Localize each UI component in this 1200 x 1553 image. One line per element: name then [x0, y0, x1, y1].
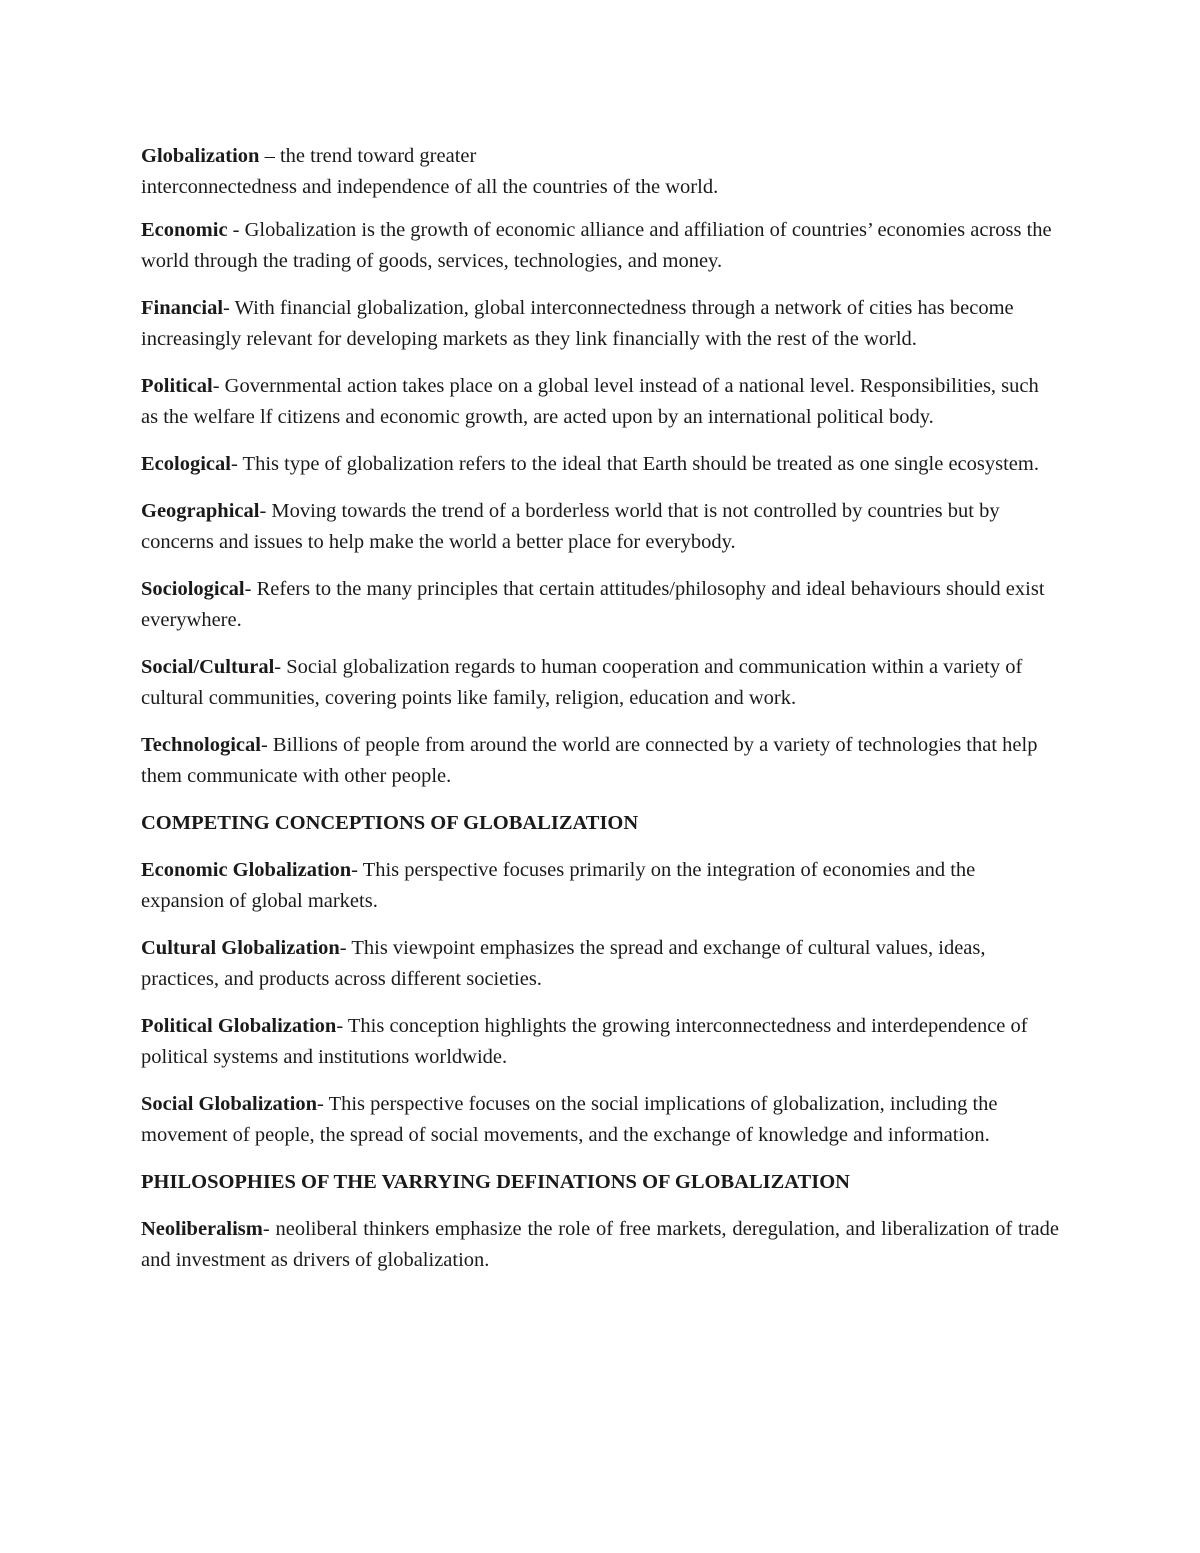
conception-social [141, 1089, 1059, 1151]
definition-ecological [141, 449, 1059, 480]
definition-text: - Moving towards the trend of a borderless world that is not controlled by countries but by concerns and issues to help make the world a better place for everybody. [141, 500, 1000, 553]
section-heading-philosophies: PHILOSOPHIES OF THE VARRYING DEFINATIONS OF GLOBALIZATION [141, 1171, 850, 1193]
definition-sociological [141, 574, 1059, 636]
definition-text: - This type of globalization refers to the ideal that Earth should be treated as one single ecosystem. [230, 453, 1039, 475]
definition-text: - Social globalization regards to human cooperation and communication within a variety of cultural communities, covering points like family, religion, education and work. [141, 656, 1023, 709]
definition-text: - With financial globalization, global interconnectedness through a network of cities has become increasingly relevant for developing markets as they link financially with the rest of the world. [141, 297, 1014, 350]
definition-term: Financial [141, 297, 224, 319]
intro-line-2: interconnectedness and independence of all the countries of the world. [141, 176, 719, 198]
definition-term: Political [141, 375, 213, 397]
conception-term: Cultural Globalization [141, 937, 340, 959]
definition-technological [141, 730, 1059, 792]
conception-text: - This viewpoint emphasizes the spread and exchange of cultural values, ideas, practices, and products across different societies. [141, 937, 986, 990]
definition-text: - Billions of people from around the world are connected by a variety of technologies that help them communicate with other people. [141, 734, 1038, 787]
conception-cultural [141, 933, 1059, 995]
conception-text: - This perspective focuses on the social implications of globalization, including the movement of people, the spread of social movements, and the exchange of knowledge and information. [141, 1093, 998, 1146]
conception-term: Economic Globalization [141, 859, 352, 881]
conception-text: - This conception highlights the growing interconnectedness and interdependence of political systems and institutions worldwide. [141, 1015, 1028, 1068]
definition-term: Economic [141, 219, 228, 241]
definition-term: Geographical [141, 500, 260, 522]
document-page [141, 141, 1059, 1292]
definition-financial [141, 293, 1059, 355]
conception-text: - This perspective focuses primarily on the integration of economies and the expansion of global markets. [141, 859, 976, 912]
intro-line-1: – the trend toward greater [259, 145, 477, 167]
definition-term: Technological [141, 734, 261, 756]
definition-term: Ecological [141, 453, 231, 475]
intro-paragraph [141, 141, 1059, 203]
conception-term: Social Globalization [141, 1093, 317, 1115]
philosophy-text: - neoliberal thinkers emphasize the role of free markets, deregulation, and liberalization of trade and investment as drivers of globalization. [141, 1218, 1059, 1271]
conception-economic [141, 855, 1059, 917]
conception-political [141, 1011, 1059, 1073]
definition-term: Social/Cultural [141, 656, 275, 678]
philosophy-neoliberalism [141, 1214, 1059, 1276]
section-heading-competing-conceptions: COMPETING CONCEPTIONS OF GLOBALIZATION [141, 812, 639, 834]
definition-term: Sociological [141, 578, 245, 600]
term-globalization: Globalization [141, 145, 260, 167]
definition-text: - Governmental action takes place on a global level instead of a national level. Responsibilities, such as the welfare lf citizens and economic growth, are acted upon by an international political body. [141, 375, 1039, 428]
definition-political [141, 371, 1059, 433]
definition-text: - Globalization is the growth of economic alliance and affiliation of countries’ economies across the world through the trading of goods, services, technologies, and money. [141, 219, 1052, 272]
definition-geographical [141, 496, 1059, 558]
definition-text: - Refers to the many principles that certain attitudes/philosophy and ideal behaviours should exist everywhere. [141, 578, 1045, 631]
conception-term: Political Globalization [141, 1015, 337, 1037]
definition-economic [141, 215, 1059, 277]
definition-social-cultural [141, 652, 1059, 714]
philosophy-term: Neoliberalism [141, 1218, 263, 1240]
